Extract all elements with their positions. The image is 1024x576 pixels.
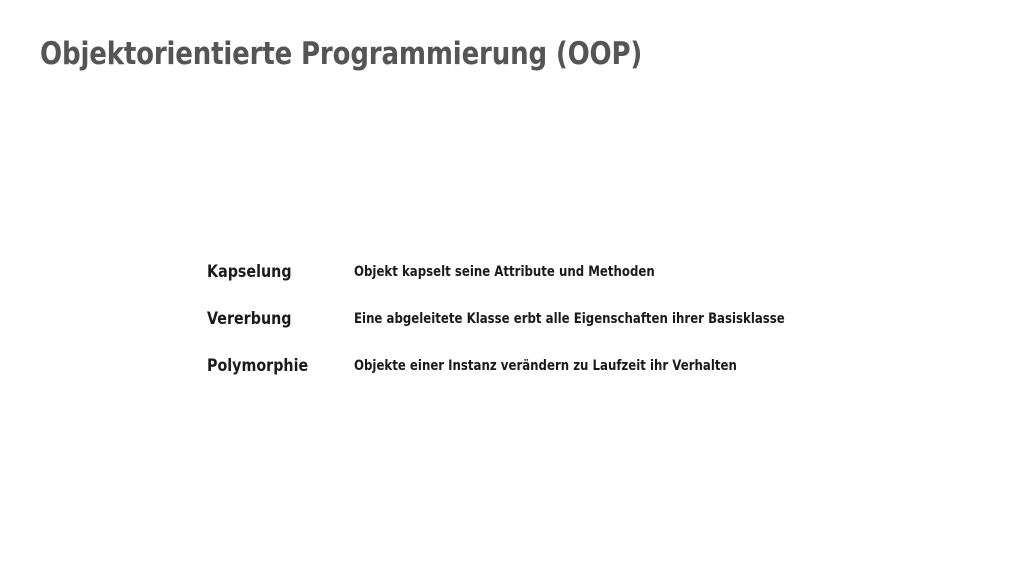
concept-description: Objekt kapselt seine Attribute und Methoden [354, 264, 655, 280]
concept-description: Objekte einer Instanz verändern zu Laufzeit ihr Verhalten [354, 358, 737, 374]
concept-term: Kapselung [207, 262, 292, 282]
concept-description: Eine abgeleitete Klasse erbt alle Eigenschaften ihrer Basisklasse [354, 311, 785, 327]
slide-title: Objektorientierte Programmierung (OOP) [40, 36, 643, 72]
concept-term: Vererbung [207, 309, 292, 329]
concept-row-kapselung [207, 262, 907, 309]
concept-term: Polymorphie [207, 356, 309, 376]
concept-row-vererbung [207, 309, 907, 356]
concept-row-polymorphie [207, 356, 907, 403]
oop-concepts-table [207, 262, 907, 403]
